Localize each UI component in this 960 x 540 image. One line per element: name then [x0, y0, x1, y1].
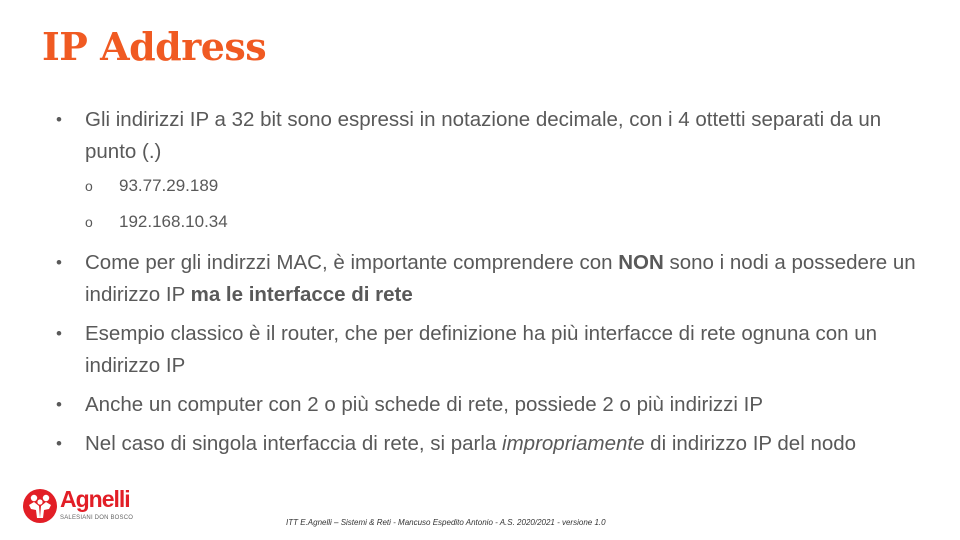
- slide-content: [56, 104, 936, 467]
- text-run: Come per gli indirzzi MAC, è importante comprendere con: [85, 251, 619, 274]
- text-run: di indirizzo IP del nodo: [644, 432, 857, 455]
- bullet-marker: •: [56, 434, 62, 453]
- bullet-item: [56, 247, 936, 311]
- sub-bullet-marker: o: [85, 214, 93, 230]
- bullet-text: Esempio classico è il router, che per definizione ha più interfacce di rete ognuna con un indirizzo IP: [85, 322, 878, 377]
- bullet-item: [56, 104, 936, 168]
- ip-example: 93.77.29.189: [119, 176, 219, 195]
- logo-name: Agnelli: [60, 486, 130, 512]
- ip-example: 192.168.10.34: [119, 212, 228, 231]
- slide-title: IP Address: [42, 24, 267, 69]
- bullet-text: Anche un computer con 2 o più schede di rete, possiede 2 o più indirizzi IP: [85, 393, 764, 416]
- bullet-text: Gli indirizzi IP a 32 bit sono espressi in notazione decimale, con i 4 ottetti separati da un punto (.): [85, 108, 882, 163]
- bold-text: NON: [618, 251, 664, 274]
- bold-text: ma le interfacce di rete: [190, 283, 413, 306]
- bullet-text: [85, 251, 916, 306]
- bullet-item: [56, 389, 936, 421]
- sub-bullet-marker: o: [85, 178, 93, 194]
- italic-text: impropriamente: [502, 432, 645, 455]
- sub-bullet-item: [56, 175, 936, 197]
- bullet-item: [56, 428, 936, 460]
- people-icon: [22, 488, 58, 524]
- bullet-marker: •: [56, 395, 62, 414]
- text-run: sono i nodi a possedere un indirizzo IP: [85, 251, 916, 306]
- bullet-text: [85, 432, 856, 455]
- text-run: Nel caso di singola interfaccia di rete, si parla: [85, 432, 503, 455]
- logo-subtitle: SALESIANI DON BOSCO: [60, 515, 134, 521]
- sub-bullet-item: [56, 211, 936, 233]
- bullet-item: [56, 318, 936, 382]
- bullet-marker: •: [56, 110, 62, 129]
- slide-footer: ITT E.Agnelli – Sistemi & Reti - Mancuso Espedito Antonio - A.S. 2020/2021 - versione 1.0: [286, 518, 606, 527]
- bullet-marker: •: [56, 324, 62, 343]
- school-logo: [22, 488, 142, 528]
- bullet-marker: •: [56, 253, 62, 272]
